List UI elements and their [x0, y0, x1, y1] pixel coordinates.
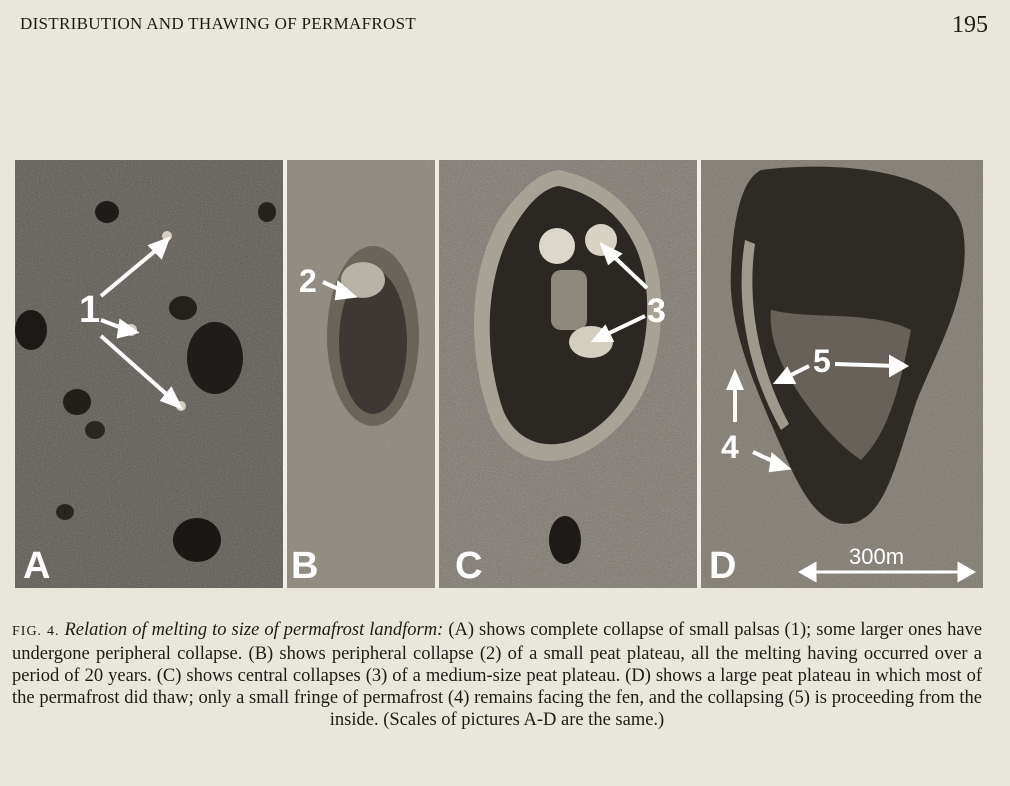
palsa-pond: [15, 310, 47, 350]
photo-panel-c: [439, 160, 697, 588]
palsa-pond: [56, 504, 74, 520]
callout-number: 3: [647, 292, 666, 330]
callout-number: 5: [813, 343, 831, 379]
callout-number: 2: [299, 263, 317, 299]
callout-number: 4: [721, 429, 739, 465]
collapse-scar: [551, 270, 587, 330]
photo-panel-a: [15, 160, 283, 588]
figure-4: [15, 160, 983, 588]
running-head: DISTRIBUTION AND THAWING OF PERMAFROST: [20, 14, 417, 33]
figure-caption: [12, 619, 982, 731]
palsa-pond: [173, 518, 221, 562]
palsa-pond: [169, 296, 197, 320]
panel-letter: A: [23, 545, 51, 587]
figure-label: FIG. 4.: [12, 623, 60, 639]
palsa-pond: [95, 201, 119, 223]
palsa-pond: [258, 202, 276, 222]
callout-number: 1: [79, 289, 101, 331]
palsa-pond: [187, 322, 243, 394]
collapse-scar: [539, 228, 575, 264]
caption-body: (A) shows complete collapse of small palsas (1); some larger ones have undergone peripheral collapse. (B) shows peripheral collapse (2) of a small peat plateau, all the melting having occurred over a period of 20 years. (C) shows central collapses (3) of a medium-size peat plateau. (D) shows a large peat plateau in which most of the permafrost did thaw; only a small fringe of permafrost (4) remains facing the fen, and the collapsing (5) is proceeding from the inside. (Scales of pictures A-D are the same.): [12, 619, 983, 730]
photo-panel-b: [287, 160, 435, 588]
panel-letter: D: [709, 545, 737, 587]
page-number: 195: [952, 12, 988, 38]
palsa-pond: [85, 421, 105, 439]
fen-pond: [549, 516, 581, 564]
palsa-pond: [63, 389, 91, 415]
panel-letter: B: [291, 545, 319, 587]
figure-title: Relation of melting to size of permafrost landform:: [64, 619, 444, 640]
photo-panel-d: [701, 160, 983, 588]
scale-label: 300m: [849, 544, 905, 569]
panel-letter: C: [455, 545, 483, 587]
